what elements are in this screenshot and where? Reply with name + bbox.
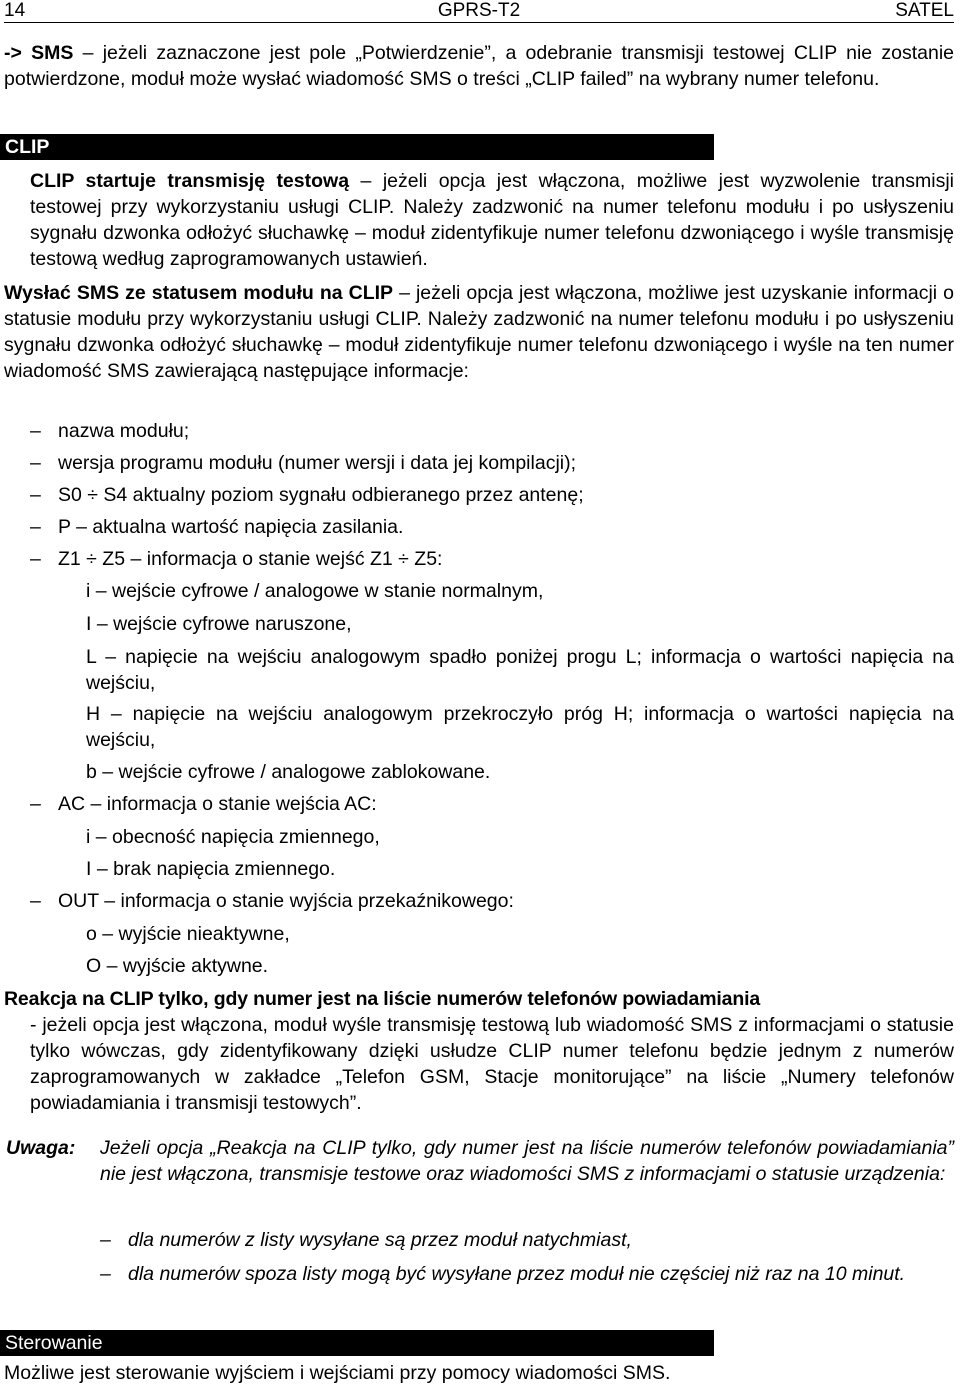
section-title-sterowanie: Sterowanie	[5, 1332, 103, 1354]
section-bar-sterowanie	[0, 1330, 714, 1356]
section-title-clip: CLIP	[5, 136, 50, 158]
note-label: Uwaga:	[6, 1137, 76, 1159]
note-dash: –	[100, 1263, 111, 1285]
sub-list-item: O – wyjście aktywne.	[86, 955, 269, 977]
page-number: 14	[4, 0, 26, 21]
brand-name: SATEL	[895, 0, 954, 21]
note-text: Jeżeli opcja „Reakcja na CLIP tylko, gdy numer jest na liście numerów telefonów powiadamiania” nie jest włączona, transmisje testowe oraz wiadomości SMS z informacjami o statusie urządzenia:	[100, 1137, 954, 1185]
sub-list-item: H – napięcie na wejściu analogowym przekroczyło próg H; informacja o wartości napięcia na wejściu,	[86, 703, 954, 751]
list-dash: –	[30, 484, 41, 506]
document-title: GPRS-T2	[437, 0, 521, 21]
clip-status-text: – jeżeli opcja jest włączona, możliwe jest uzyskanie informacji o statusie modułu przy wykorzystaniu usługi CLIP. Należy zadzwonić na numer telefonu modułu i po usłyszeniu sygnału dzwonka odłożyć słuchawkę – moduł zidentyfikuje numer telefonu dzwoniącego i wyśle na ten numer wiadomość SMS zawierającą następujące informacje:	[4, 282, 955, 382]
note-item: dla numerów z listy wysyłane są przez moduł natychmiast,	[128, 1229, 632, 1251]
section-bar-clip	[0, 134, 714, 160]
clip-test-paragraph	[30, 168, 954, 272]
list-item: wersja programu modułu (numer wersji i data jej kompilacji);	[58, 452, 577, 474]
note-dash: –	[100, 1229, 111, 1251]
sub-list-item: L – napięcie na wejściu analogowym spadło poniżej progu L; informacja o wartości napięcia na wejściu,	[86, 646, 954, 694]
note-item: dla numerów spoza listy mogą być wysyłane przez moduł nie częściej niż raz na 10 minut.	[128, 1263, 906, 1285]
sub-list-item: o – wyjście nieaktywne,	[86, 923, 290, 945]
page-header	[4, 0, 954, 23]
list-dash: –	[30, 420, 41, 442]
clip-test-label: CLIP startuje transmisję testową	[30, 170, 350, 192]
sms-paragraph	[4, 40, 954, 92]
list-dash: –	[30, 890, 41, 912]
list-item: Z1 ÷ Z5 – informacja o stanie wejść Z1 ÷ Z5:	[58, 548, 443, 570]
list-dash: –	[30, 452, 41, 474]
clip-status-paragraph	[4, 280, 954, 384]
reakcja-label: Reakcja na CLIP tylko, gdy numer jest na liście numerów telefonów powiadamiania	[4, 988, 761, 1010]
sub-list-item: I – brak napięcia zmiennego.	[86, 858, 336, 880]
sub-list-item: I – wejście cyfrowe naruszone,	[86, 613, 352, 635]
list-item: AC – informacja o stanie wejścia AC:	[58, 793, 377, 815]
sms-text: – jeżeli zaznaczone jest pole „Potwierdzenie”, a odebranie transmisji testowej CLIP nie zostanie potwierdzone, moduł może wysłać wiadomość SMS o treści „CLIP failed” na wybrany numer telefonu.	[4, 42, 954, 90]
clip-status-label: Wysłać SMS ze statusem modułu na CLIP	[4, 282, 394, 304]
sterowanie-text: Możliwe jest sterowanie wyjściem i wejściami przy pomocy wiadomości SMS.	[4, 1362, 671, 1384]
sub-list-item: b – wejście cyfrowe / analogowe zablokowane.	[86, 761, 491, 783]
sms-label: -> SMS	[4, 42, 74, 64]
list-dash: –	[30, 516, 41, 538]
list-dash: –	[30, 793, 41, 815]
list-item: S0 ÷ S4 aktualny poziom sygnału odbieranego przez antenę;	[58, 484, 584, 506]
list-item: nazwa modułu;	[58, 420, 190, 442]
reakcja-text: - jeżeli opcja jest włączona, moduł wyśle transmisję testową lub wiadomość SMS z informacjami o statusie tylko wówczas, gdy zidentyfikowany dzięki usłudze CLIP numer telefonu będzie jednym z numerów zaprogramowanych w zakładce „Telefon GSM, Stacje monitorujące” na liście „Numery telefonów powiadamiania i transmisji testowych”.	[30, 1014, 954, 1114]
list-item: OUT – informacja o stanie wyjścia przekaźnikowego:	[58, 890, 514, 912]
list-dash: –	[30, 548, 41, 570]
sub-list-item: i – obecność napięcia zmiennego,	[86, 826, 380, 848]
sub-list-item: i – wejście cyfrowe / analogowe w stanie normalnym,	[86, 580, 544, 602]
clip-test-text: – jeżeli opcja jest włączona, możliwe jest wyzwolenie transmisji testowej przy wykorzystaniu usługi CLIP. Należy zadzwonić na numer telefonu modułu i po usłyszeniu sygnału dzwonka odłożyć słuchawkę – moduł zidentyfikuje numer telefonu dzwoniącego i wyśle transmisję testową według zaprogramowanych ustawień.	[30, 170, 954, 270]
list-item: P – aktualna wartość napięcia zasilania.	[58, 516, 404, 538]
